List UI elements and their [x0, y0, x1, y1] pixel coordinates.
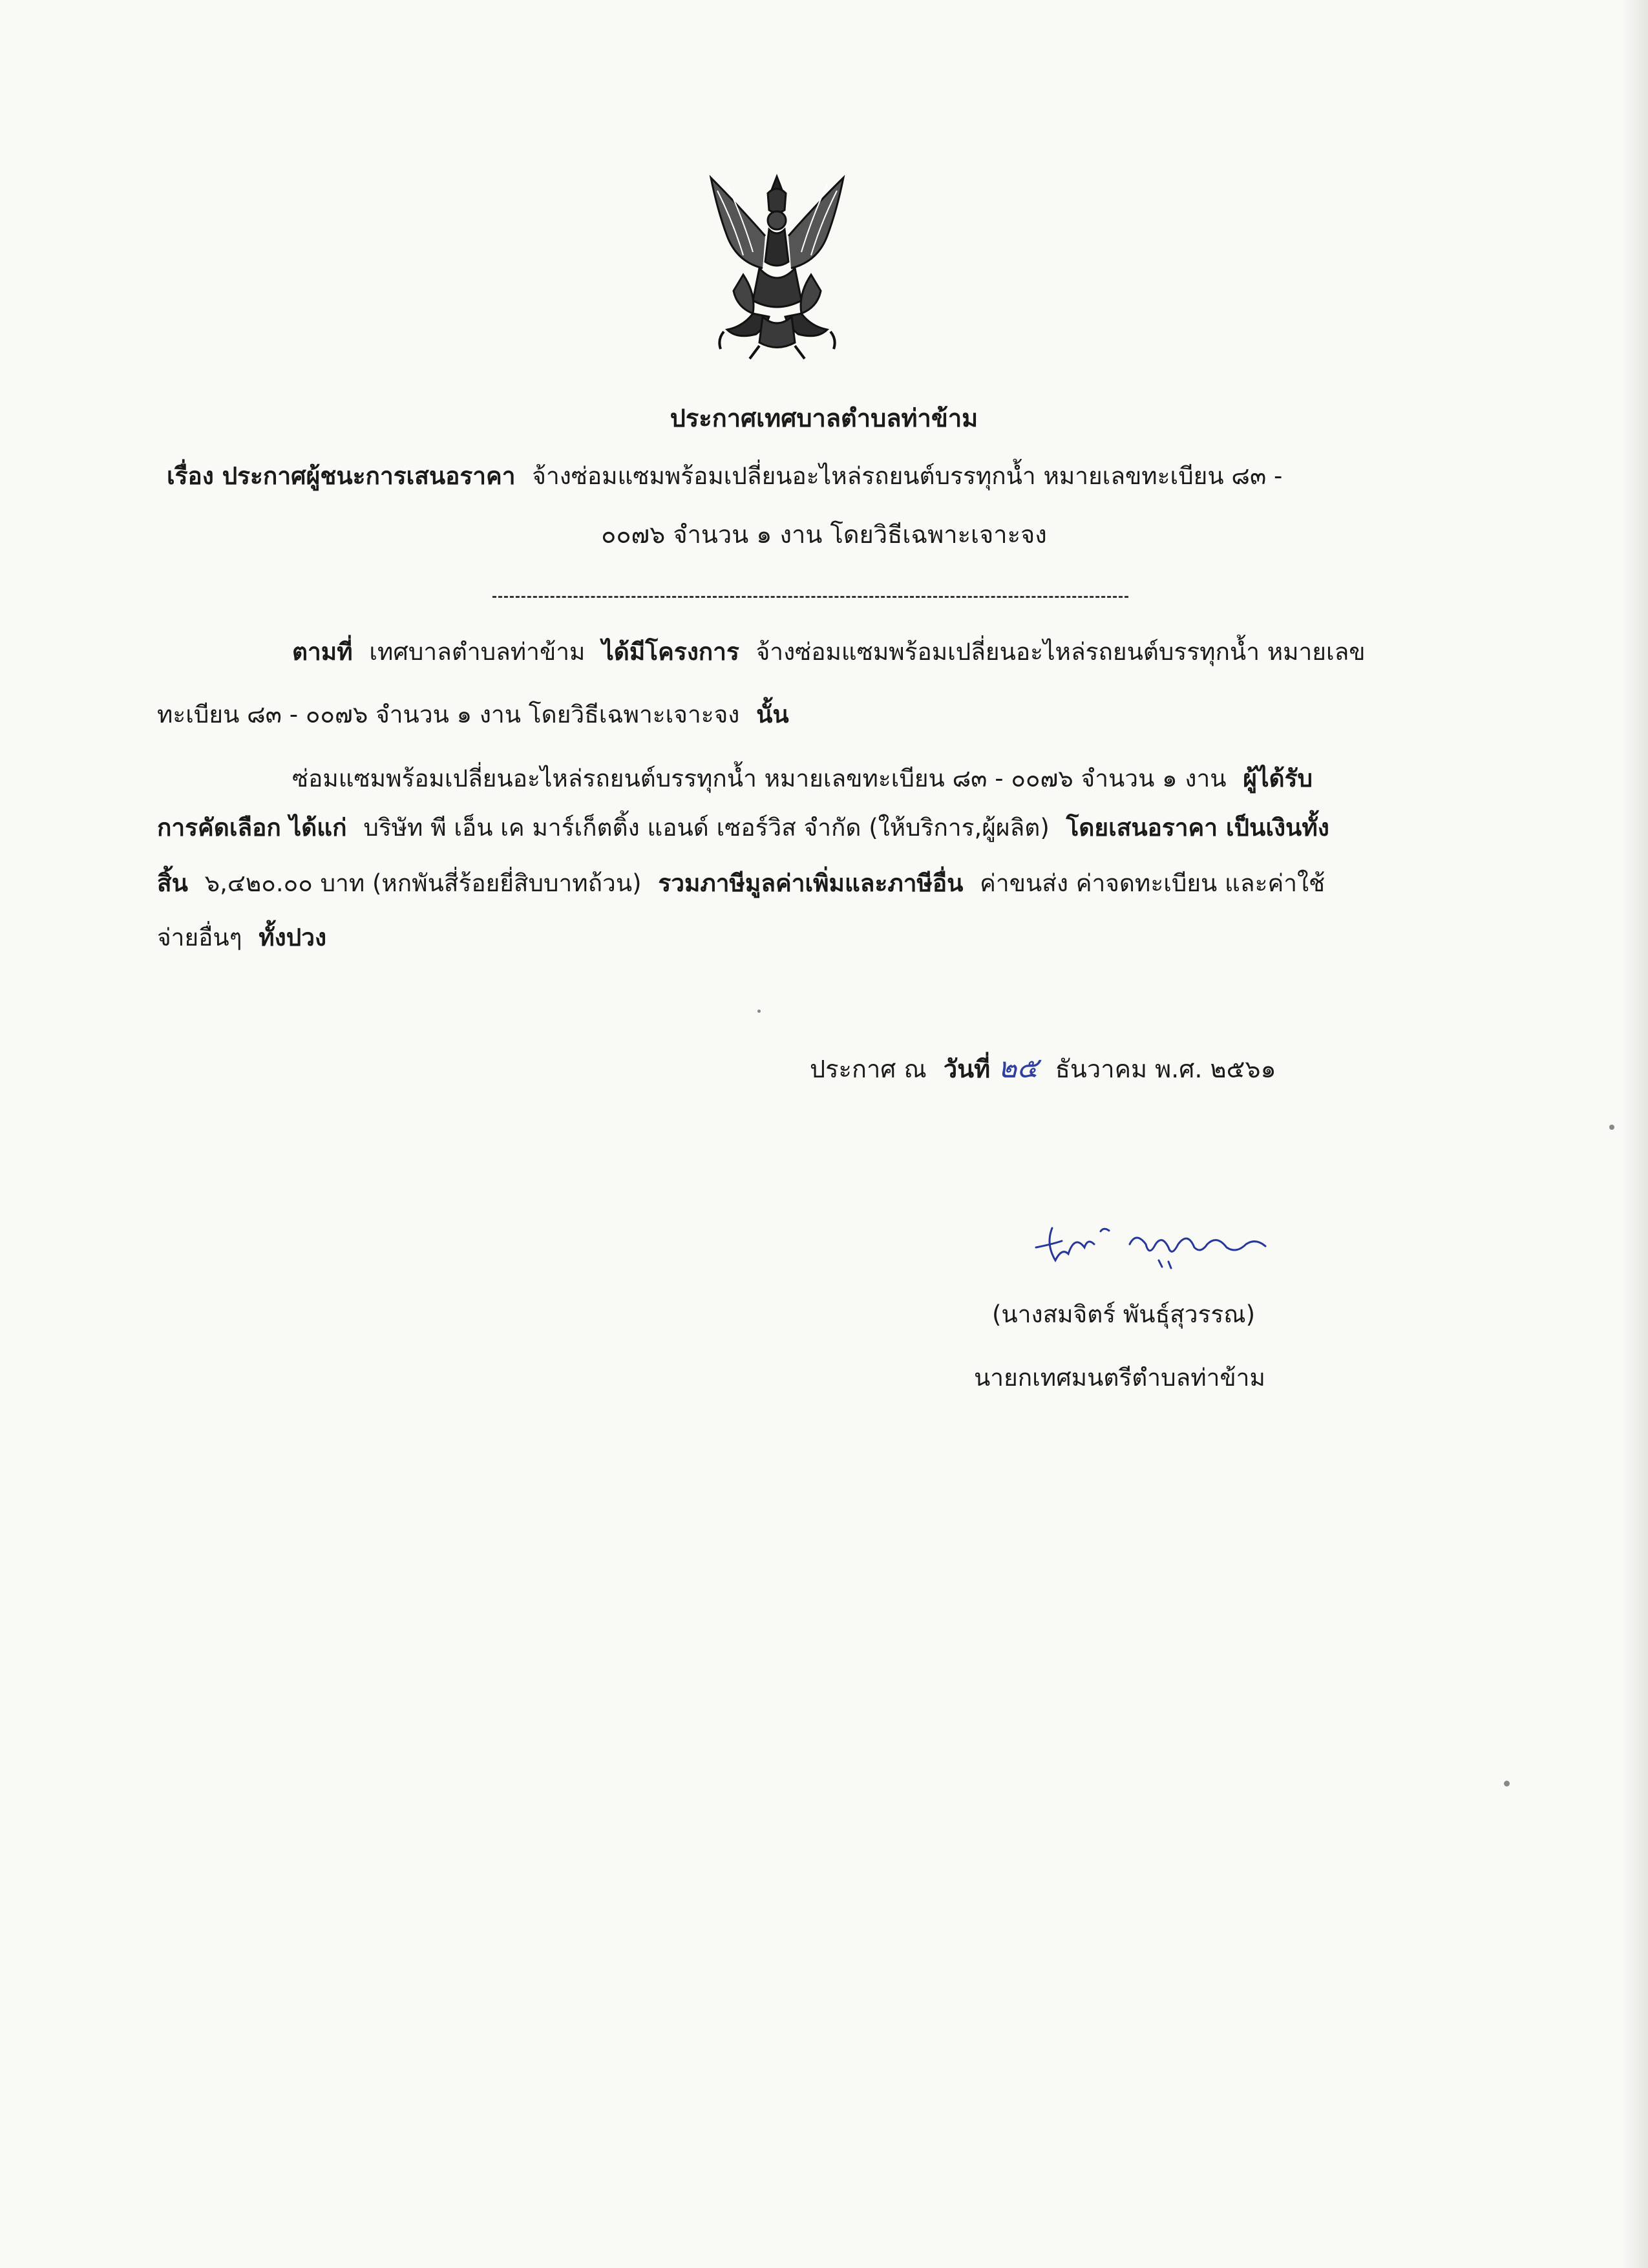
- date-prefix: ประกาศ ณ: [810, 1055, 927, 1083]
- subject-line-1: [167, 464, 1282, 488]
- paragraph2-line-1: [292, 767, 1313, 790]
- p2-line1-bold: ผู้ได้รับ: [1243, 765, 1313, 792]
- divider-line: [492, 596, 1128, 598]
- p1-rest: จ้างซ่อมแซมพร้อมเปลี่ยนอะไหล่รถยนต์บรรทุกน้ำ หมายเลข: [755, 638, 1366, 666]
- announcement-title: ประกาศเทศบาลตำบลท่าข้าม: [670, 404, 978, 432]
- garuda-emblem-icon: [698, 165, 856, 372]
- paragraph2-line-2: [157, 816, 1329, 840]
- subject-text-1: จ้างซ่อมแซมพร้อมเปลี่ยนอะไหล่รถยนต์บรรทุกน้ำ หมายเลขทะเบียน ๘๓ -: [532, 462, 1283, 490]
- paragraph2-line-3: [157, 871, 1325, 895]
- p2-line4-text: จ่ายอื่นๆ: [157, 924, 242, 951]
- p2-line3-text: ๖,๔๒๐.๐๐ บาท (หกพันสี่ร้อยยี่สิบบาทถ้วน): [204, 869, 642, 897]
- scan-speck: [1609, 1125, 1614, 1130]
- scan-edge-shadow: [1622, 0, 1648, 2268]
- date-day-handwritten: ๒๕: [998, 1052, 1039, 1085]
- signer-position: นายกเทศมนตรีตำบลท่าข้าม: [974, 1364, 1265, 1392]
- p2-line3-bold-b: รวมภาษีมูลค่าเพิ่มและภาษีอื่น: [658, 869, 964, 897]
- date-month-year: ธันวาคม พ.ศ. ๒๕๖๑: [1055, 1055, 1276, 1083]
- p1-end: นั้น: [756, 701, 789, 728]
- announce-date: [810, 1054, 1276, 1083]
- paragraph1-line-2: [157, 703, 789, 726]
- handwritten-signature-icon: [1033, 1209, 1272, 1286]
- p1-mid: ได้มีโครงการ: [602, 638, 739, 666]
- p2-line2-bold-a: การคัดเลือก ได้แก่: [157, 814, 347, 842]
- p1-line2: ทะเบียน ๘๓ - ๐๐๗๖ จำนวน ๑ งาน โดยวิธีเฉพาะเจาะจง: [157, 701, 740, 728]
- p1-lead: ตามที่: [292, 638, 353, 666]
- scan-speck: [757, 1010, 761, 1013]
- p2-line2-text: บริษัท พี เอ็น เค มาร์เก็ตติ้ง แอนด์ เซอร์วิส จำกัด (ให้บริการ,ผู้ผลิต): [363, 814, 1050, 842]
- paragraph1-line-1: [292, 640, 1366, 664]
- p2-line3-bold-a: สิ้น: [157, 869, 188, 897]
- p2-line1-text: ซ่อมแซมพร้อมเปลี่ยนอะไหล่รถยนต์บรรทุกน้ำ หมายเลขทะเบียน ๘๓ - ๐๐๗๖ จำนวน ๑ งาน: [292, 765, 1227, 792]
- p2-line2-bold-b: โดยเสนอราคา เป็นเงินทั้ง: [1066, 814, 1329, 842]
- signer-name: (นางสมจิตร์ พันธุ์สุวรรณ): [992, 1300, 1256, 1328]
- p2-line3-text-b: ค่าขนส่ง ค่าจดทะเบียน และค่าใช้: [980, 869, 1326, 897]
- p2-line4-bold: ทั้งปวง: [259, 924, 327, 951]
- scan-speck: [1504, 1781, 1510, 1786]
- date-day-label: วันที่: [943, 1055, 991, 1083]
- paragraph2-line-4: [157, 926, 326, 949]
- p1-agency: เทศบาลตำบลท่าข้าม: [369, 638, 586, 666]
- subject-label: เรื่อง ประกาศผู้ชนะการเสนอราคา: [167, 462, 516, 490]
- subject-line-2: ๐๐๗๖ จำนวน ๑ งาน โดยวิธีเฉพาะเจาะจง: [601, 520, 1047, 549]
